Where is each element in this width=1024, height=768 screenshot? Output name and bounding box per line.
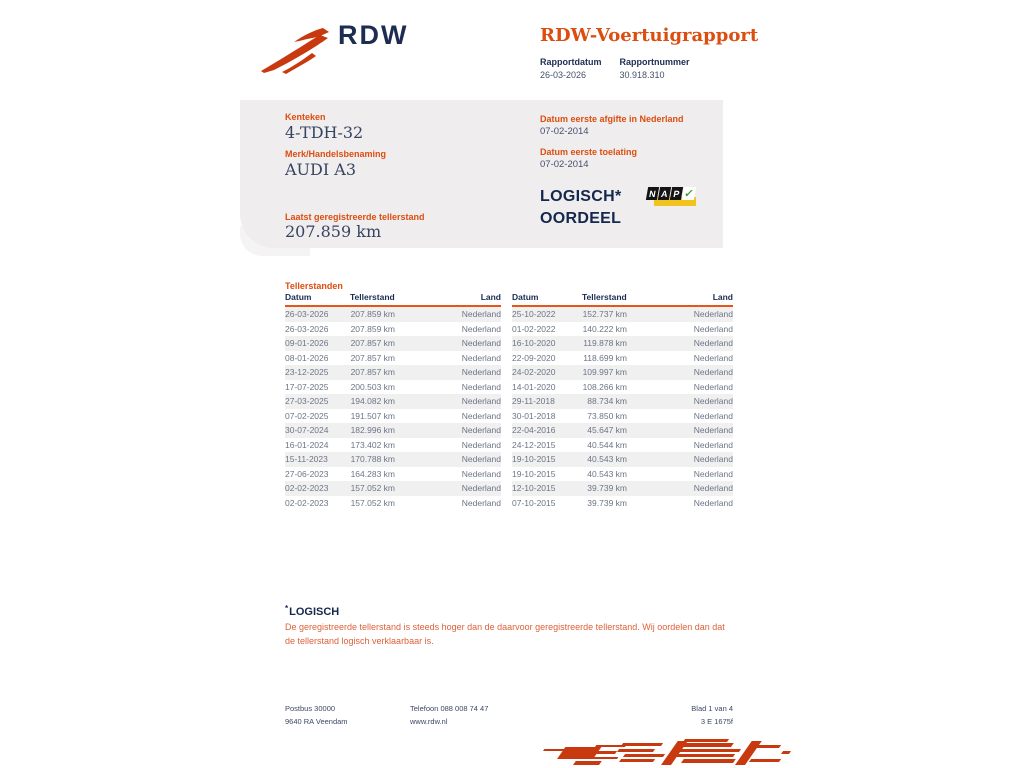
cell-land: Nederland [461,425,501,436]
toelating-value: 07-02-2014 [540,159,589,170]
cell-tellerstand: 173.402 km [350,439,395,450]
cell-tellerstand: 191.507 km [350,410,395,421]
cell-tellerstand: 109.997 km [582,367,627,378]
laatste-tellerstand-value: 207.859 km [285,222,382,241]
cell-land: Nederland [693,410,733,421]
cell-tellerstand: 170.788 km [350,454,395,465]
odometer-table-left [285,292,501,510]
report-meta [540,57,690,80]
column-header-land: Land [712,292,733,302]
cell-land: Nederland [461,352,501,363]
cell-tellerstand: 152.737 km [582,309,627,320]
table-row [285,336,501,351]
nap-checkmark-logo [647,185,697,209]
table-row [285,481,501,496]
footer-contact-block [410,702,488,728]
table-row [512,336,733,351]
cell-datum: 26-03-2026 [285,323,329,334]
table-row [512,322,733,337]
cell-tellerstand: 40.544 km [587,439,627,450]
cell-datum: 02-02-2023 [285,483,329,494]
cell-land: Nederland [693,483,733,494]
logisch-footnote-heading [285,604,339,618]
cell-land: Nederland [461,381,501,392]
cell-tellerstand: 207.857 km [350,352,395,363]
cell-tellerstand: 164.283 km [350,468,395,479]
cell-tellerstand: 157.052 km [350,483,395,494]
cell-land: Nederland [693,454,733,465]
table-row [285,496,501,511]
table-row [285,409,501,424]
footer-address-line2: 9640 RA Veendam [285,717,348,726]
cell-land: Nederland [461,454,501,465]
nap-letter-p: P [670,187,683,200]
cell-tellerstand: 207.857 km [350,338,395,349]
table-row [512,409,733,424]
report-number-value: 30.918.310 [619,70,665,80]
kenteken-value: 4-TDH-32 [285,123,364,142]
cell-land: Nederland [693,497,733,508]
cell-tellerstand: 157.052 km [350,497,395,508]
cell-land: Nederland [461,439,501,450]
cell-land: Nederland [461,323,501,334]
cell-datum: 24-12-2015 [512,439,556,450]
column-header-tellerstand: Tellerstand [582,292,627,302]
cell-datum: 19-10-2015 [512,468,556,479]
cell-datum: 27-06-2023 [285,468,329,479]
cell-land: Nederland [693,396,733,407]
table-row [285,423,501,438]
toelating-label: Datum eerste toelating [540,147,638,157]
cell-land: Nederland [461,396,501,407]
cell-datum: 09-01-2026 [285,338,329,349]
report-number-label: Rapportnummer [619,57,690,67]
cell-datum: 08-01-2026 [285,352,329,363]
odometer-table-right [512,292,733,510]
column-header-land: Land [480,292,501,302]
cell-tellerstand: 140.222 km [582,323,627,334]
cell-tellerstand: 118.699 km [583,352,627,363]
footer-address-line1: Postbus 30000 [285,704,336,713]
cell-land: Nederland [693,338,733,349]
report-number-block [620,57,690,80]
rdw-bird-logo-icon [258,26,334,74]
cell-datum: 22-09-2020 [512,352,556,363]
laatste-tellerstand-label: Laatst geregistreerde tellerstand [285,212,425,222]
report-date-label: Rapportdatum [540,57,602,67]
cell-datum: 02-02-2023 [285,497,329,508]
footer-website: www.rdw.nl [410,717,448,726]
footer-form-code: 3 E 1675f [700,717,733,726]
table-row [285,322,501,337]
report-date-value: 26-03-2026 [540,70,587,80]
table-row [285,394,501,409]
cell-datum: 26-03-2026 [285,309,329,320]
cell-datum: 07-10-2015 [512,497,556,508]
cell-datum: 30-07-2024 [285,425,329,436]
cell-land: Nederland [693,468,733,479]
cell-land: Nederland [461,483,501,494]
cell-tellerstand: 39.739 km [587,483,627,494]
table-row [512,452,733,467]
cell-datum: 29-11-2018 [512,396,555,407]
cell-tellerstand: 207.859 km [350,323,395,334]
odometer-rows-right [512,307,733,510]
table-row [512,481,733,496]
cell-tellerstand: 40.543 km [587,454,627,465]
logisch-footnote-text: De geregistreerde tellerstand is steeds hoger dan de daarvoor geregistreerde tellerstand. Wij oordelen dan dat de tellerstand logisch verklaarbaar is. [285,622,725,646]
cell-land: Nederland [461,338,501,349]
rdw-glitch-logo-icon [543,737,791,767]
afgifte-value: 07-02-2014 [540,126,589,137]
cell-tellerstand: 207.859 km [350,309,395,320]
afgifte-label: Datum eerste afgifte in Nederland [540,114,684,124]
cell-datum: 07-02-2025 [285,410,329,421]
footer-phone: Telefoon 088 008 74 47 [410,704,489,713]
cell-datum: 19-10-2015 [512,454,556,465]
table-header-row [512,292,733,307]
report-date-block [540,57,602,80]
cell-datum: 17-07-2025 [285,381,329,392]
table-row [512,365,733,380]
cell-land: Nederland [693,309,733,320]
cell-land: Nederland [693,323,733,334]
nap-letter-a: A [658,187,671,200]
cell-tellerstand: 45.647 km [587,425,627,436]
footer-page-block [633,702,733,728]
cell-land: Nederland [461,497,501,508]
cell-tellerstand: 200.503 km [350,381,395,392]
cell-tellerstand: 182.996 km [350,425,395,436]
cell-datum: 25-10-2022 [512,309,556,320]
odometer-rows-left [285,307,501,510]
table-row [512,438,733,453]
cell-land: Nederland [693,425,733,436]
table-header-row [285,292,501,307]
table-row [512,394,733,409]
cell-tellerstand: 88.734 km [587,396,627,407]
column-header-datum: Datum [512,292,539,302]
table-row [512,423,733,438]
cell-land: Nederland [693,439,733,450]
cell-tellerstand: 40.543 km [587,468,627,479]
oordeel-verdict [540,186,622,230]
table-row [512,496,733,511]
oordeel-line2: OORDEEL [540,210,622,227]
cell-land: Nederland [693,367,733,378]
table-row [285,438,501,453]
table-row [512,467,733,482]
table-row [512,380,733,395]
cell-tellerstand: 207.857 km [350,367,395,378]
cell-datum: 30-01-2018 [512,410,556,421]
table-row [285,351,501,366]
table-row [285,365,501,380]
column-header-tellerstand: Tellerstand [350,292,395,302]
table-row [285,380,501,395]
cell-datum: 23-12-2025 [285,367,329,378]
cell-tellerstand: 194.082 km [350,396,395,407]
cell-datum: 12-10-2015 [512,483,556,494]
cell-tellerstand: 119.878 km [583,338,627,349]
column-header-datum: Datum [285,292,312,302]
cell-land: Nederland [461,410,501,421]
rdw-wordmark: RDW [338,20,409,50]
footer-page-number: Blad 1 van 4 [691,704,733,713]
merk-label: Merk/Handelsbenaming [285,149,387,159]
page-title: RDW-Voertuigrapport [540,25,759,46]
cell-land: Nederland [693,381,733,392]
footnote-asterisk: * [285,604,289,613]
nap-check-icon: ✓ [683,188,695,200]
kenteken-label: Kenteken [285,112,326,122]
cell-datum: 16-01-2024 [285,439,329,450]
cell-datum: 27-03-2025 [285,396,329,407]
cell-tellerstand: 108.266 km [582,381,627,392]
cell-datum: 24-02-2020 [512,367,556,378]
cell-land: Nederland [461,309,501,320]
cell-tellerstand: 73.850 km [587,410,627,421]
table-row [512,351,733,366]
table-row [512,307,733,322]
merk-value: AUDI A3 [285,160,357,179]
nap-letter-n: N [646,187,659,200]
table-row [285,467,501,482]
footnote-heading-text: LOGISCH [289,606,340,618]
cell-land: Nederland [693,352,733,363]
cell-datum: 14-01-2020 [512,381,556,392]
cell-datum: 22-04-2016 [512,425,556,436]
cell-land: Nederland [461,468,501,479]
table-row [285,307,501,322]
tellerstanden-section-title: Tellerstanden [285,281,343,291]
oordeel-line1: LOGISCH* [540,188,622,205]
cell-datum: 16-10-2020 [512,338,556,349]
footer-address-block [285,702,348,728]
cell-datum: 15-11-2023 [285,454,328,465]
cell-land: Nederland [461,367,501,378]
cell-datum: 01-02-2022 [512,323,556,334]
cell-tellerstand: 39.739 km [587,497,627,508]
table-row [285,452,501,467]
